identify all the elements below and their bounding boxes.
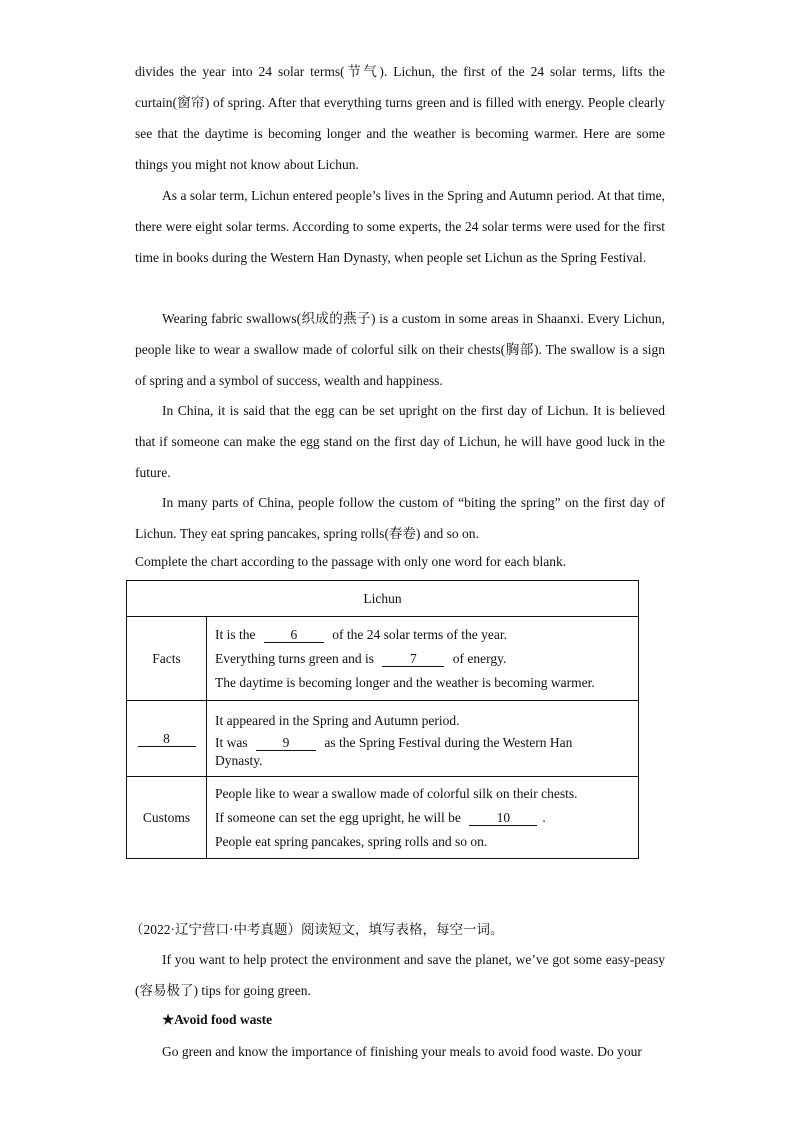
history-line-1: It appeared in the Spring and Autumn period. (215, 712, 460, 728)
customs-line-3: People eat spring pancakes, spring rolls and so on. (215, 833, 488, 849)
facts-content (207, 617, 639, 701)
passage1-paragraph-5: In many parts of China, people follow the custom of “biting the spring” on the first day of Lichun. They eat spring pancakes, spring rolls(春卷) and so on. (135, 495, 665, 541)
chart-row-history (127, 701, 639, 777)
passage1-paragraph-4: In China, it is said that the egg can be set upright on the first day of Lichun. It is believed that if someone can make the egg stand on the first day of Lichun, he will have good luck in the future. (135, 403, 665, 480)
chart-title: Lichun (127, 581, 639, 617)
passage2-paragraph-1: If you want to help protect the environment and save the planet, we’ve got some easy-peasy (容易极了) tips for going green. (135, 952, 665, 998)
passage1-paragraph-1: divides the year into 24 solar terms(节气). Lichun, the first of the 24 solar terms, lifts the curtain(窗帘) of spring. After that everything turns green and is filled with energy. People clearly see that the daytime is becoming longer and the weather is becoming warmer. Here are some things you might not know about Lichun. (135, 64, 665, 172)
passage1-paragraph-2: As a solar term, Lichun entered people’s lives in the Spring and Autumn period. At that time, there were eight solar terms. According to some experts, the 24 solar terms were used for the first time in books during the Western Han Dynasty, when people set Lichun as the Spring Festival. (135, 188, 665, 265)
chart-row-facts (127, 617, 639, 701)
chart-row-customs (127, 777, 639, 859)
facts-line-2: Everything turns green and is 7 of energy. (215, 650, 507, 666)
passage1-paragraph-3: Wearing fabric swallows(织成的燕子) is a custom in some areas in Shaanxi. Every Lichun, people like to wear a swallow made of colorful silk on their chests(胸部). The swallow is a sign of spring and a symbol of success, wealth and happiness. (135, 311, 665, 388)
blank-8[interactable]: 8 (138, 731, 196, 747)
lichun-chart (126, 580, 639, 859)
facts-line-3: The daytime is becoming longer and the weather is becoming warmer. (215, 674, 595, 690)
blank-7[interactable]: 7 (382, 651, 444, 667)
history-line-2: It was 9 as the Spring Festival during the Western Han (215, 734, 573, 750)
history-line-3: Dynasty. (215, 752, 263, 768)
customs-content (207, 777, 639, 859)
customs-line-1: People like to wear a swallow made of colorful silk on their chests. (215, 785, 578, 801)
history-content (207, 701, 639, 777)
passage2-heading: ★Avoid food waste (162, 1012, 273, 1027)
customs-label: Customs (127, 777, 207, 859)
passage2-paragraph-2: Go green and know the importance of finishing your meals to avoid food waste. Do your (162, 1044, 642, 1059)
facts-line-1: It is the 6 of the 24 solar terms of the year. (215, 626, 507, 642)
blank-10[interactable]: 10 (469, 810, 537, 826)
customs-line-2: If someone can set the egg upright, he will be 10 . (215, 809, 546, 825)
facts-label: Facts (127, 617, 207, 701)
history-label-cell (127, 701, 207, 777)
passage2-source: （2022·辽宁营口·中考真题）阅读短文，填写表格，每空一词。 (130, 922, 504, 937)
blank-9[interactable]: 9 (256, 735, 316, 751)
chart-instruction: Complete the chart according to the passage with only one word for each blank. (135, 554, 567, 569)
blank-6[interactable]: 6 (264, 627, 324, 643)
